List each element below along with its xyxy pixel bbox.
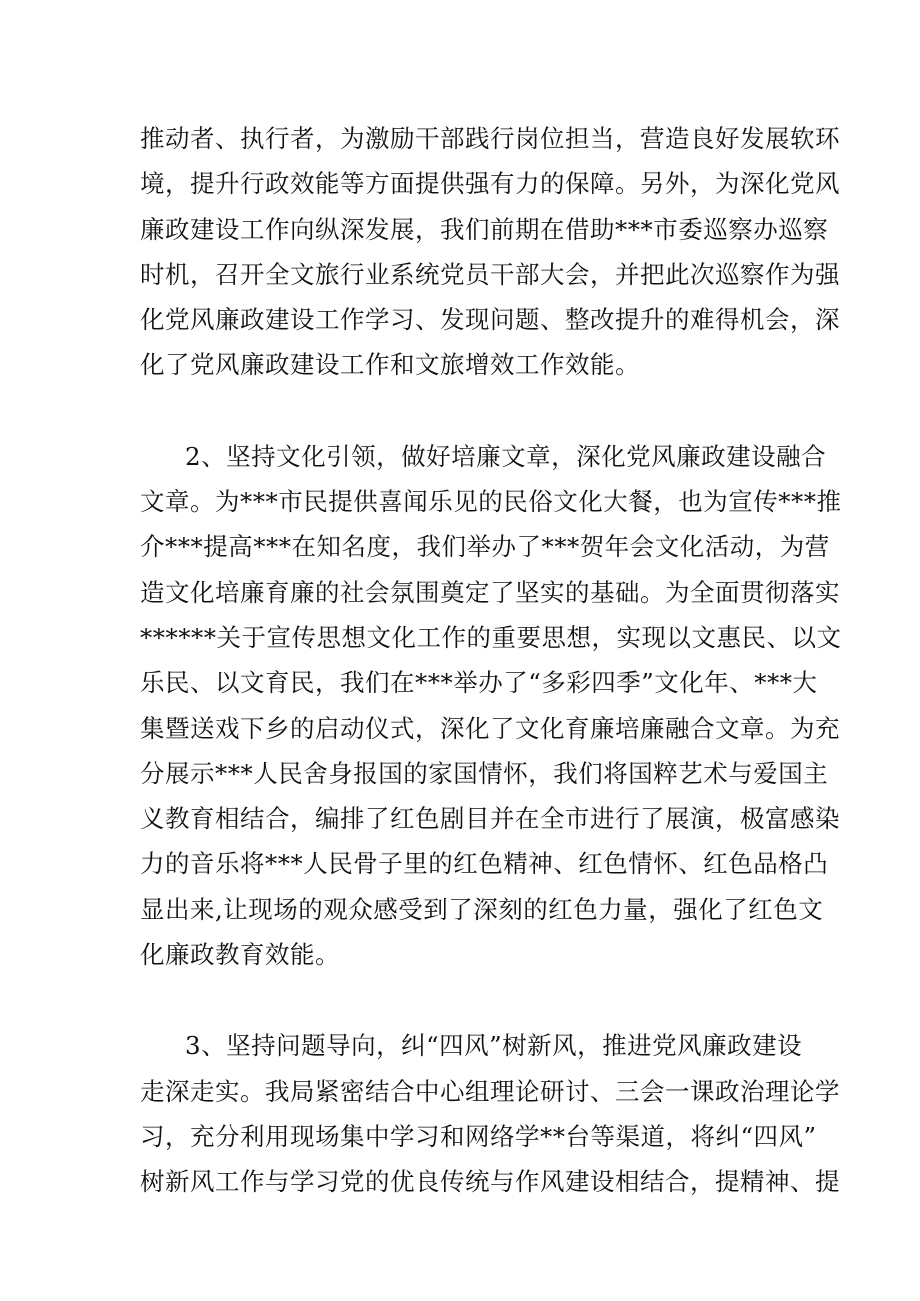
paragraph-continuation	[140, 116, 840, 388]
text-line: 2、坚持文化引领，做好培廉文章，深化党风廉政建设融合	[185, 441, 827, 471]
text-line: 文章。为***市民提供喜闻乐见的民俗文化大餐，也为宣传***推	[140, 487, 842, 517]
text-line: 走深走实。我局紧密结合中心组理论研讨、三会一课政治理论学	[140, 1076, 840, 1106]
text-line: 介***提高***在知名度，我们举办了***贺年会文化活动，为营	[140, 532, 830, 562]
text-line: 化了党风廉政建设工作和文旅增效工作效能。	[140, 350, 640, 380]
text-line: 树新风工作与学习党的优良传统与作风建设相结合，提精神、提	[140, 1167, 840, 1197]
paragraph-item-2	[140, 434, 842, 978]
text-line: 造文化培廉育廉的社会氛围奠定了坚实的基础。为全面贯彻落实	[140, 577, 840, 607]
text-line: 分展示***人民舍身报国的家国情怀，我们将国粹艺术与爱国主	[140, 758, 829, 788]
text-line: 集暨送戏下乡的启动仪式，深化了文化育廉培廉融合文章。为充	[140, 713, 840, 743]
text-line: 境，提升行政效能等方面提供强有力的保障。另外，为深化党风	[140, 169, 840, 199]
text-line: ******关于宣传思想文化工作的重要思想，实现以文惠民、以文	[140, 622, 842, 652]
text-line: 化党风廉政建设工作学习、发现问题、整改提升的难得机会，深	[140, 305, 840, 335]
text-line: 3、坚持问题导向，纠“四风”树新风，推进党风廉政建设	[185, 1031, 803, 1061]
text-line: 推动者、执行者，为激励干部践行岗位担当，营造良好发展软环	[140, 124, 840, 153]
text-line: 习，充分利用现场集中学习和网络学**台等渠道，将纠“四风”	[140, 1121, 817, 1151]
text-line: 义教育相结合，编排了红色剧目并在全市进行了展演，极富感染	[140, 804, 840, 834]
text-line: 化廉政教育效能。	[140, 940, 340, 970]
paragraph-item-3	[140, 1023, 840, 1204]
text-line: 乐民、以文育民，我们在***举办了“多彩四季”文化年、***大	[140, 668, 818, 698]
text-line: 廉政建设工作向纵深发展，我们前期在借助***市委巡察办巡察	[140, 214, 829, 244]
text-line: 显出来,让现场的观众感受到了深刻的红色力量，强化了红色文	[140, 894, 824, 924]
text-line: 时机，召开全文旅行业系统党员干部大会，并把此次巡察作为强	[140, 259, 840, 289]
text-line: 力的音乐将***人民骨子里的红色精神、红色情怀、红色品格凸	[140, 849, 829, 879]
document-body	[140, 116, 842, 1205]
